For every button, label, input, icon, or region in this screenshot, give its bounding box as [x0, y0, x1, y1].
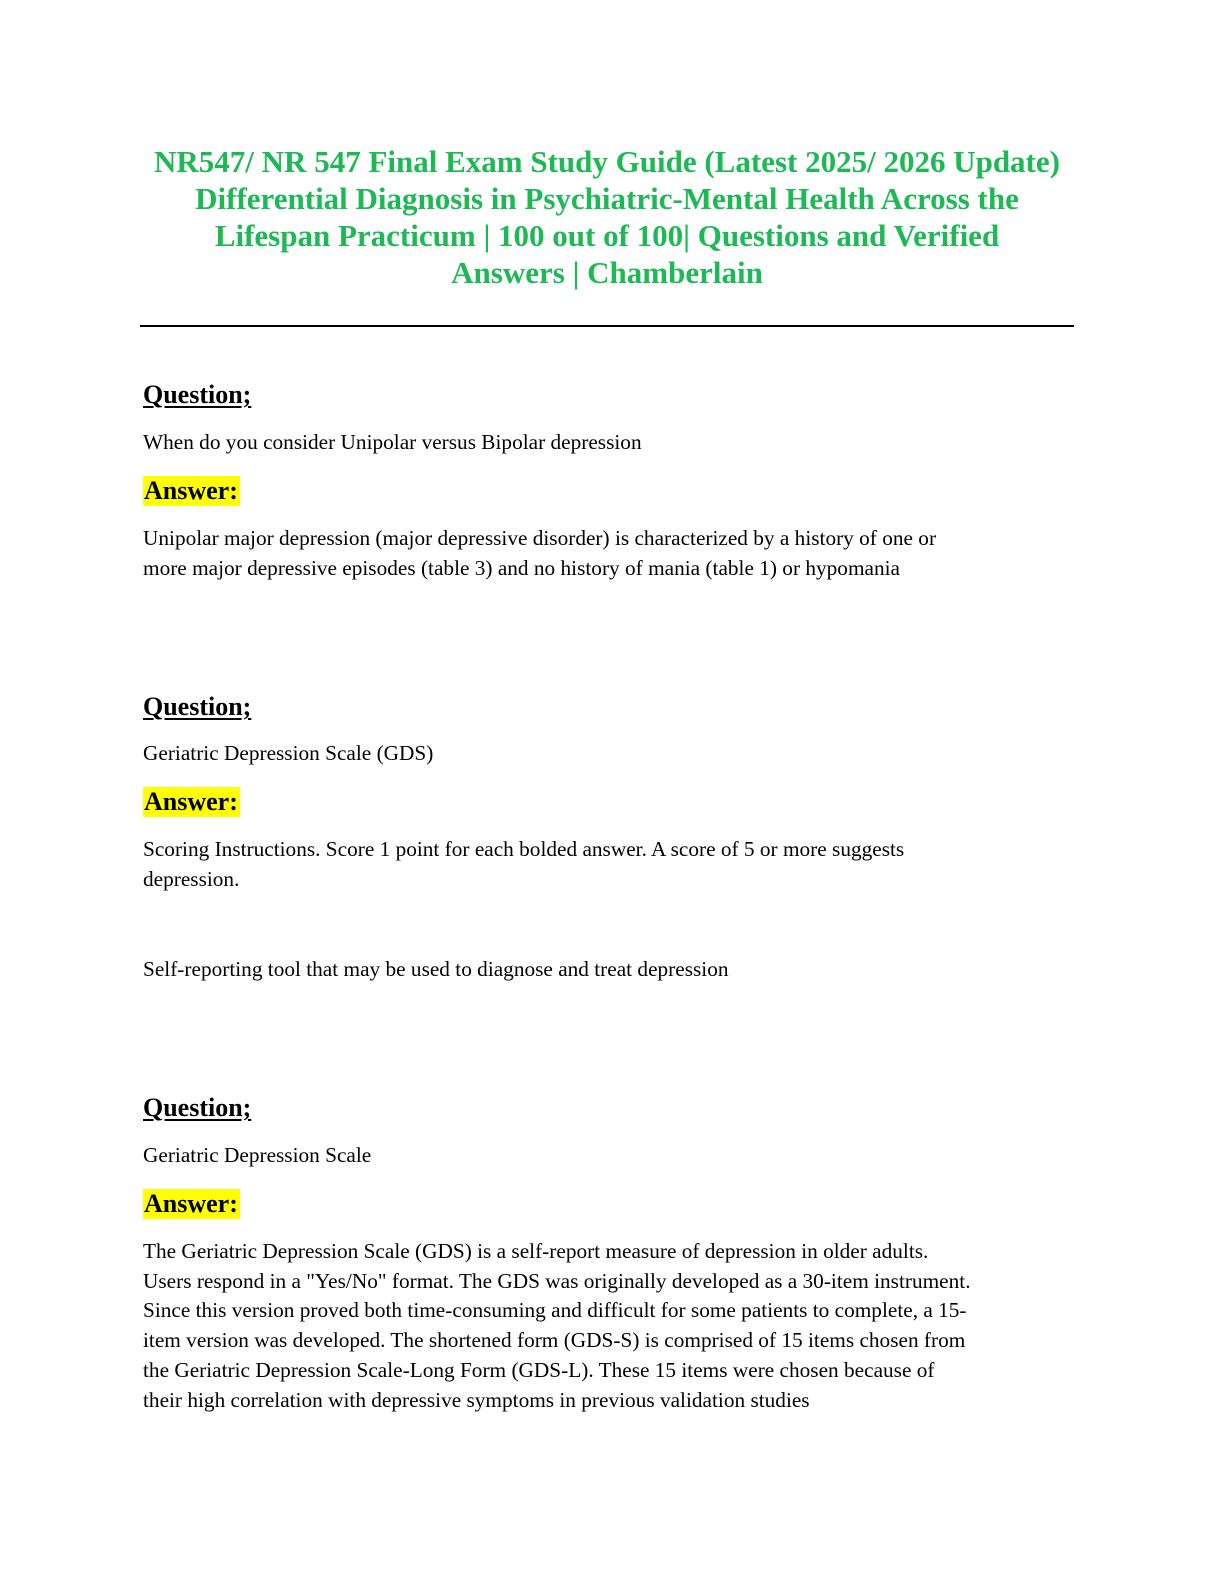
question-text-line: When do you consider Unipolar versus Bipolar depression: [143, 430, 642, 454]
question-text-line: Geriatric Depression Scale: [143, 1143, 372, 1167]
answer-text-line: more major depressive episodes (table 3) and no history of mania (table 1) or hypomania: [143, 555, 900, 580]
answer-text-line: Since this version proved both time-consuming and difficult for some patients to complete, a 15-: [143, 1298, 967, 1323]
answer-extra-text: [143, 955, 1078, 985]
answer-text-line: their high correlation with depressive symptoms in previous validation studies: [143, 1387, 810, 1412]
answer-text-line: Users respond in a "Yes/No" format. The GDS was originally developed as a 30-item instrument.: [143, 1268, 971, 1293]
title-line: Answers | Chamberlain: [451, 255, 763, 290]
horizontal-divider: [140, 325, 1074, 327]
question-text: [143, 1141, 1078, 1171]
answer-text-line: The Geriatric Depression Scale (GDS) is a self-report measure of depression in older adults.: [143, 1239, 929, 1263]
question-text-line: Geriatric Depression Scale (GDS): [143, 741, 434, 765]
answer-text: [143, 524, 1078, 583]
title-line: Lifespan Practicum | 100 out of 100| Questions and Verified: [214, 218, 1000, 253]
answer-heading: Answer:: [144, 476, 238, 505]
question-heading: Question;: [143, 1093, 252, 1122]
answer-heading: Answer:: [144, 787, 238, 816]
title-line: Differential Diagnosis in Psychiatric-Mental Health Across the: [195, 181, 1019, 216]
answer-text-line: Scoring Instructions. Score 1 point for each bolded answer. A score of 5 or more suggests: [143, 837, 905, 861]
question-heading: Question;: [143, 380, 252, 409]
answer-heading: Answer:: [144, 1189, 238, 1218]
question-text: [143, 428, 1078, 458]
title-line: NR547/ NR 547 Final Exam Study Guide (Latest 2025/ 2026 Update): [154, 144, 1060, 179]
answer-text: [143, 835, 1078, 894]
answer-text-line: depression.: [143, 866, 240, 891]
document-title: [140, 143, 1074, 291]
answer-text-line: Self-reporting tool that may be used to diagnose and treat depression: [143, 957, 729, 981]
question-heading: Question;: [143, 692, 252, 721]
answer-text-line: item version was developed. The shortened form (GDS-S) is comprised of 15 items chosen from: [143, 1328, 966, 1353]
answer-text: [143, 1237, 1078, 1415]
question-text: [143, 739, 1078, 769]
answer-text-line: the Geriatric Depression Scale-Long Form (GDS-L). These 15 items were chosen because of: [143, 1357, 935, 1382]
answer-text-line: Unipolar major depression (major depressive disorder) is characterized by a history of one or: [143, 526, 937, 550]
